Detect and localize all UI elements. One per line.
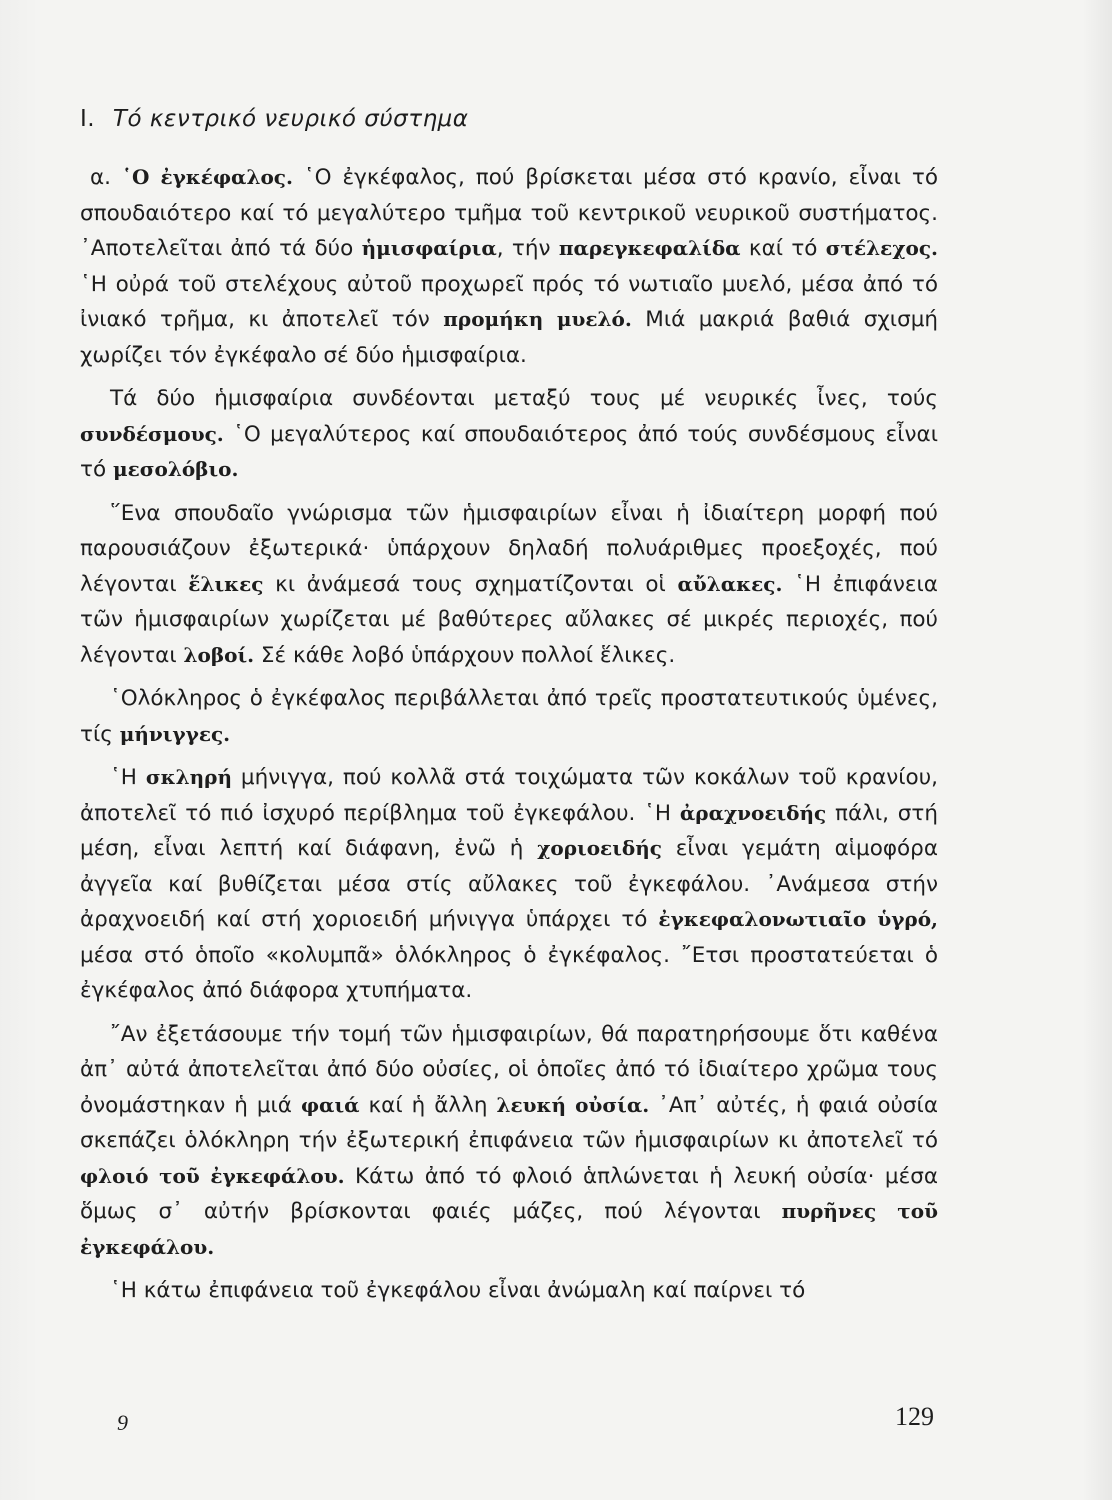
text-run: ῾Η ἐπιφάνεια τῶν ἡμισφαιρίων χωρίζεται μέ βαθύτερες αὔλακες σέ μικρές περιοχές, πού λέγονται — [80, 571, 938, 668]
signature-mark: 9 — [117, 1410, 128, 1435]
bold-term: ἡμισφαίρια — [361, 236, 497, 260]
text-run: καί τό — [740, 236, 826, 261]
paragraph — [80, 1273, 938, 1309]
bold-term: στέλεχος. — [825, 236, 938, 260]
text-run: ῾Η — [110, 765, 146, 790]
text-run: ᾿Απ᾿ αὐτές, ἡ φαιά οὐσία σκεπάζει ὁλόκληρη τήν ἐξωτερική ἐπιφάνεια τῶν ἡμισφαιρίων κι ἀποτελεῖ τό — [80, 1092, 938, 1153]
bold-term: λευκή οὐσία. — [496, 1092, 650, 1117]
bold-term: ἀραχνοειδής — [679, 800, 827, 825]
text-run: κι ἀνάμεσά τους σχηματίζονται οἱ — [263, 571, 678, 597]
text-run: ῾Ο ἐγκέφαλος, πού βρίσκεται μέσα στό κρανίο, εἶναι τό σπουδαιότερο καί τό μεγαλύτερο τμῆμα τοῦ κεντρικοῦ νευρικοῦ συστήματος. ᾿Αποτελεῖται ἀπό τά δύο — [80, 165, 938, 261]
text-run: ῾Ολόκληρος ὁ ἐγκέφαλος περιβάλλεται ἀπό τρεῖς προστατευτικούς ὑμένες, τίς — [80, 686, 938, 747]
bold-term: ἐγκεφαλονωτιαῖο ὑγρό, — [658, 907, 939, 931]
bold-term: παρεγκεφαλίδα — [558, 236, 741, 260]
paragraph — [80, 381, 938, 488]
bold-term: φαιά — [300, 1092, 360, 1117]
text-run: Τά δύο ἡμισφαίρια συνδέονται μεταξύ τους μέ νευρικές ἶνες, τούς — [110, 386, 938, 411]
bold-term: συνδέσμους. — [80, 421, 224, 446]
paragraph — [80, 1017, 938, 1266]
text-run: Σέ κάθε λοβό ὑπάρχουν πολλοί ἕλικες. — [254, 642, 676, 668]
bold-term: σκληρή — [145, 765, 232, 789]
bold-term: χοριοειδής — [537, 836, 662, 860]
text-run: , τήν — [496, 236, 559, 261]
text-run: ῾Η οὐρά τοῦ στελέχους αὐτοῦ προχωρεῖ πρός τό νωτιαῖο μυελό, μέσα ἀπό τό ἰνιακό τρῆμα, κι ἀποτελεῖ τόν — [80, 271, 938, 332]
chapter-number: I. — [80, 106, 96, 132]
bold-term: ῾Ο ἐγκέφαλος. — [121, 165, 293, 189]
bold-term: λοβοί. — [183, 642, 255, 667]
page-number: 129 — [895, 1402, 934, 1431]
chapter-heading — [80, 100, 980, 138]
text-run: μήνιγγα, πού κολλᾶ στά τοιχώματα τῶν κοκάλων τοῦ κρανίου, ἀποτελεῖ τό πιό ἰσχυρό περίβλημα τοῦ ἐγκεφάλου. ῾Η — [80, 765, 938, 826]
text-run: ῾Η κάτω ἐπιφάνεια τοῦ ἐγκεφάλου εἶναι ἀνώμαλη καί παίρνει τό — [110, 1278, 806, 1303]
text-run: α. — [90, 165, 122, 190]
chapter-title: Τό κεντρικό νευρικό σύστημα — [112, 106, 469, 132]
text-run: πάλι, στή μέση, εἶναι λεπτή καί διάφανη, ἐνῶ ἡ — [80, 800, 938, 861]
text-run: εἶναι γεμάτη αἱμοφόρα ἀγγεῖα καί βυθίζεται μέσα στίς αὔλακες τοῦ ἐγκεφάλου. ᾿Ανάμεσα στήν ἀραχνοειδή καί στή χοριοειδή μήνιγγα ὑπάρχει τό — [80, 836, 939, 932]
paragraph — [80, 760, 938, 1009]
body-text — [80, 160, 938, 1317]
bold-term: αὔλακες. — [677, 571, 783, 596]
text-run: ῞Ενα σπουδαῖο γνώρισμα τῶν ἡμισφαιρίων εἶναι ἡ ἰδιαίτερη μορφή πού παρουσιάζουν ἐξωτερικά· ὑπάρχουν δηλαδή πολυάριθμες προεξοχές, πού λέγονται — [80, 500, 938, 597]
text-run: καί ἡ ἄλλη — [359, 1092, 497, 1118]
paragraph — [80, 681, 938, 752]
text-run: Κάτω ἀπό τό φλοιό ἁπλώνεται ἡ λευκή οὐσία· μέσα ὅμως σ᾿ αὐτήν βρίσκονται φαιές μάζες, πού λέγονται — [80, 1163, 938, 1224]
bold-term: ἕλικες — [188, 571, 264, 596]
paragraph — [80, 496, 938, 674]
text-run: μέσα στό ὁποῖο «κολυμπᾶ» ὁλόκληρος ὁ ἐγκέφαλος. ῎Ετσι προστατεύεται ὁ ἐγκέφαλος ἀπό διάφορα χτυπήματα. — [80, 942, 938, 1003]
text-run: ῎Αν ἐξετάσουμε τήν τομή τῶν ἡμισφαιρίων, θά παρατηρήσουμε ὅτι καθένα ἀπ᾿ αὐτά ἀποτελεῖται ἀπό δύο οὐσίες, οἱ ὁποῖες ἀπό τό ἰδιαίτερο χρῶμα τους ὀνομάστηκαν ἡ μιά — [80, 1021, 938, 1118]
bold-term: πυρῆνες τοῦ ἐγκεφάλου. — [80, 1199, 938, 1259]
bold-term: προμήκη μυελό. — [443, 307, 632, 331]
bold-term: μεσολόβιο. — [112, 457, 239, 481]
bold-term: μήνιγγες. — [119, 721, 231, 746]
text-run: ῾Ο μεγαλύτερος καί σπουδαιότερος ἀπό τούς συνδέσμους εἶναι τό — [80, 421, 938, 482]
bold-term: φλοιό τοῦ ἐγκεφάλου. — [80, 1163, 345, 1188]
text-run: Μιά μακριά βαθιά σχισμή χωρίζει τόν ἐγκέφαλο σέ δύο ἡμισφαίρια. — [80, 307, 939, 368]
paragraph — [80, 160, 938, 373]
